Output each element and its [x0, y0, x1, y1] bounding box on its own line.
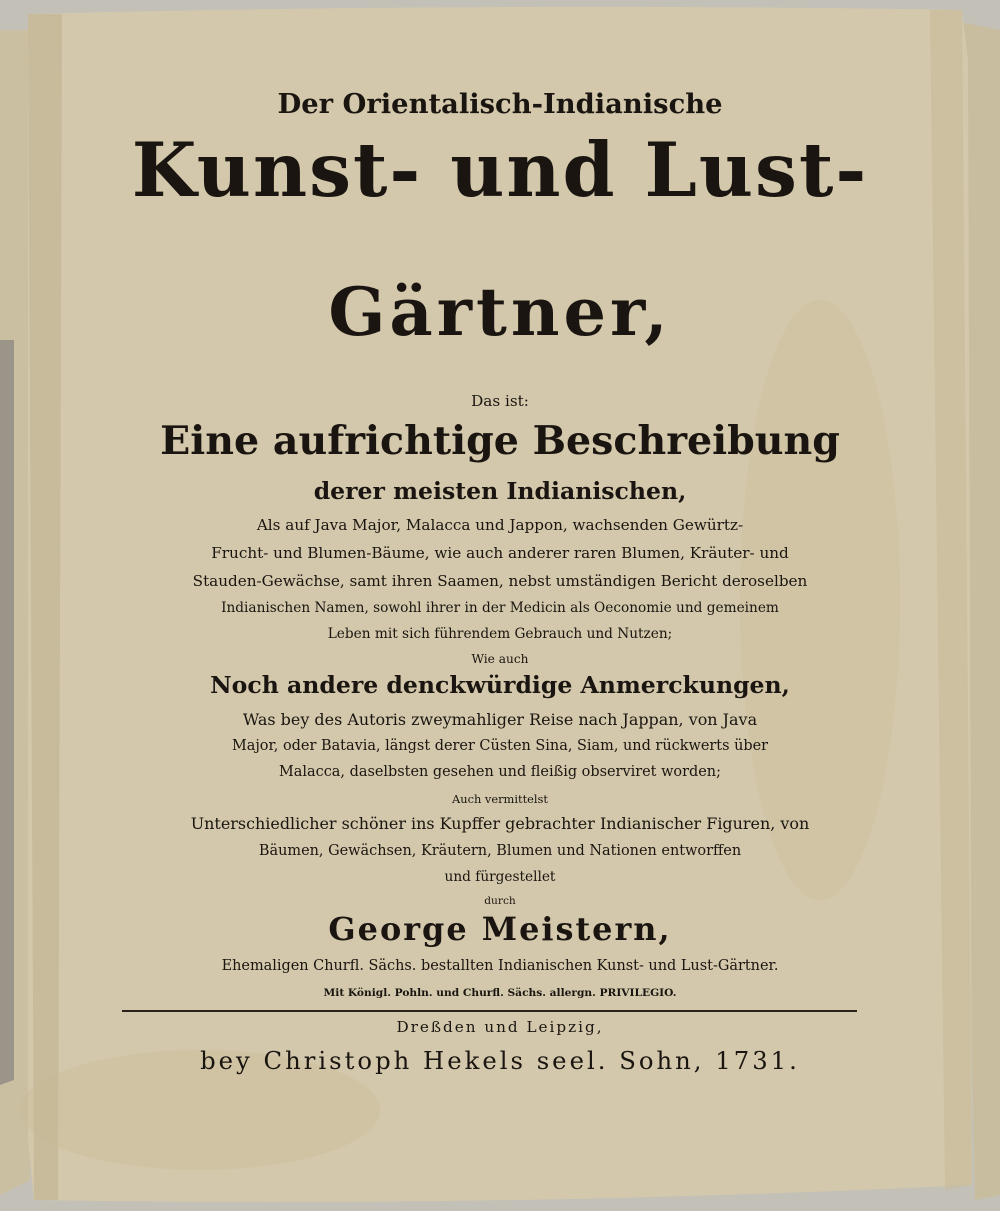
- text-fuergestellet: und fürgestellet: [444, 869, 556, 885]
- body-line-major: Major, oder Batavia, längst derer Cüsten Sina, Siam, und rückwerts über: [231, 738, 769, 754]
- text-durch: durch: [484, 894, 516, 907]
- title-line-oriental: Der Orientalisch-Indianische: [277, 88, 723, 120]
- text-auch-vermittelst: Auch vermittelst: [452, 792, 548, 806]
- separator-rule: [122, 1010, 857, 1012]
- subtitle-beschreibung: Eine aufrichtige Beschreibung: [160, 418, 840, 464]
- body-line-java: Als auf Java Major, Malacca und Jappon, wachsenden Gewürtz-: [256, 516, 744, 534]
- privilege-line: Mit Königl. Pohln. und Churfl. Sächs. allergn. PRIVILEGIO.: [323, 986, 677, 999]
- body-line-malacca: Malacca, daselbsten gesehen und fleißig observiret worden;: [279, 764, 721, 780]
- author-title: Ehemaligen Churfl. Sächs. bestallten Indianischen Kunst- und Lust-Gärtner.: [221, 958, 779, 974]
- body-line-namen: Indianischen Namen, sowohl ihrer in der Medicin als Oeconomie und gemeinem: [221, 600, 779, 616]
- imprint-publisher: bey Christoph Hekels seel. Sohn, 1731.: [200, 1046, 800, 1075]
- body-line-reise: Was bey des Autoris zweymahliger Reise nach Jappan, von Java: [242, 710, 758, 729]
- body-line-stauden: Stauden-Gewächse, samt ihren Saamen, nebst umständigen Bericht deroselben: [192, 572, 808, 590]
- body-line-leben: Leben mit sich führendem Gebrauch und Nutzen;: [327, 626, 673, 642]
- title-line-kunst-lust: Kunst- und Lust-: [131, 126, 869, 214]
- title-line-gaertner: Gärtner,: [328, 272, 672, 351]
- subtitle-anmerckungen: Noch andere denckwürdige Anmerckungen,: [210, 671, 790, 699]
- text-das-ist: Das ist:: [471, 392, 529, 410]
- text-wie-auch: Wie auch: [471, 652, 529, 666]
- author-name: George Meistern,: [328, 910, 672, 948]
- body-line-baeumen: Bäumen, Gewächsen, Kräutern, Blumen und Nationen entworffen: [258, 843, 742, 859]
- text-derer-meisten: derer meisten Indianischen,: [313, 477, 687, 505]
- body-line-figuren: Unterschiedlicher schöner ins Kupffer gebrachter Indianischer Figuren, von: [190, 814, 810, 833]
- body-line-frucht: Frucht- und Blumen-Bäume, wie auch anderer raren Blumen, Kräuter- und: [211, 544, 789, 562]
- imprint-city: Dreßden und Leipzig,: [396, 1018, 604, 1036]
